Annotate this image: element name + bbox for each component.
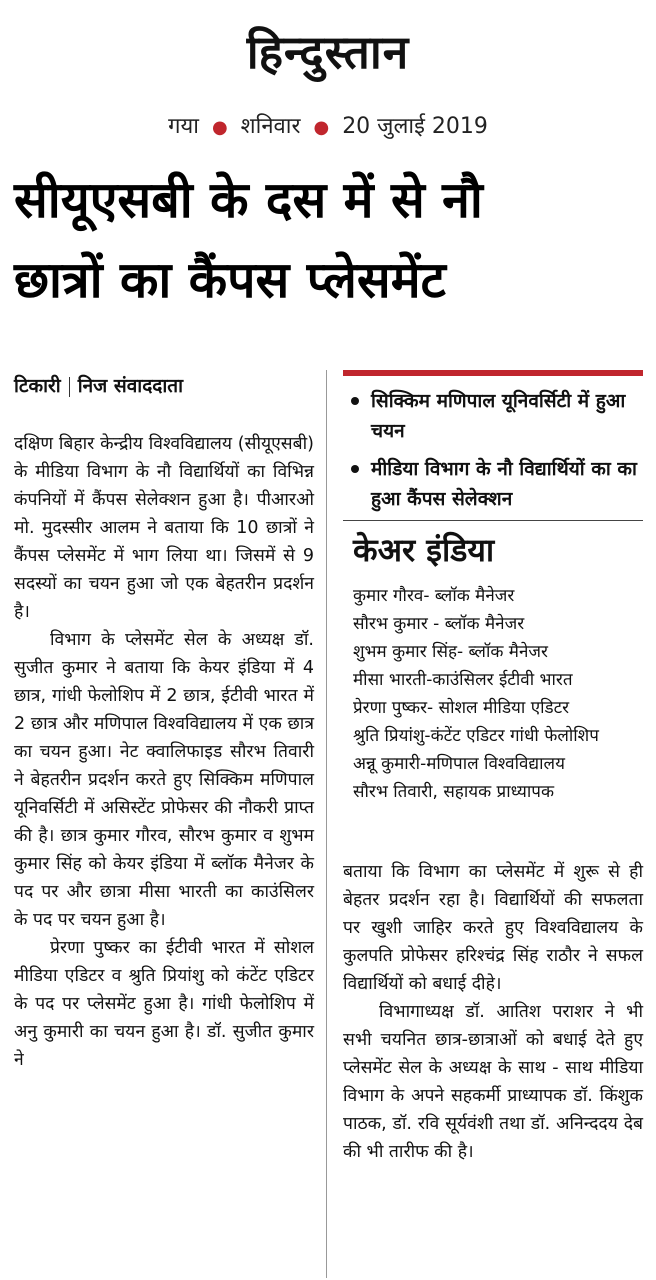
highlight-text: मीडिया विभाग के नौ विद्यार्थियों का का हुआ कैंपस सेलेक्शन xyxy=(371,458,637,510)
byline-place: टिकारी xyxy=(14,375,61,397)
newspaper-masthead: हिन्दुस्तान xyxy=(246,25,410,79)
headline-line-2: छात्रों का कैंपस प्लेसमेंट xyxy=(14,251,446,309)
sidebox-divider xyxy=(343,520,643,521)
placement-item: अन्नू कुमारी-मणिपाल विश्वविद्यालय xyxy=(353,754,565,774)
highlight-item xyxy=(343,454,643,514)
headline xyxy=(14,160,644,320)
article-paragraph: दक्षिण बिहार केन्द्रीय विश्वविद्यालय (सीयूएसबी) के मीडिया विभाग के नौ विद्यार्थियों का विभिन्न कंपनियों में कैंपस सेलेक्शन हुआ है। पीआरओ मो. मुदस्सीर आलम ने बताया कि 10 छात्रों ने कैंपस प्लेसमेंट में भाग लिया था। जिसमें से 9 सदस्यों का चयन हुआ जो एक बेहतरीन प्रदर्शन है। xyxy=(14,434,314,622)
byline xyxy=(14,372,183,398)
placement-item: मीसा भारती-काउंसिलर ईटीवी भारत xyxy=(353,670,573,690)
bullet-icon xyxy=(351,465,359,473)
placement-list xyxy=(353,582,641,806)
bullet-dot-icon: ● xyxy=(313,117,330,138)
article-left-column xyxy=(14,430,314,1074)
sidebox-title: केअर इंडिया xyxy=(353,531,495,569)
highlight-text: सिक्किम मणिपाल यूनिवर्सिटी में हुआ चयन xyxy=(371,390,626,442)
bullet-dot-icon: ● xyxy=(211,117,228,138)
article-right-column xyxy=(343,858,643,1166)
placement-item: सौरभ तिवारी, सहायक प्राध्यापक xyxy=(353,782,554,802)
byline-author: निज संवाददाता xyxy=(77,375,184,397)
dateline-date: 20 जुलाई 2019 xyxy=(342,114,488,139)
highlights-sidebox xyxy=(343,370,643,842)
article-paragraph: विभागाध्यक्ष डॉ. आतिश पराशर ने भी सभी चयनित छात्र-छात्राओं को बधाई देते हुए प्लेसमेंट सेल के अध्यक्ष के साथ - साथ मीडिया विभाग के अपने सहकर्मी प्राध्यापक डॉ. किंशुक पाठक, डॉ. रवि सूर्यवंशी तथा डॉ. अनिन्ददय देब की भी तारीफ की है। xyxy=(343,1002,643,1162)
placement-item: शुभम कुमार सिंह- ब्लॉक मैनेजर xyxy=(353,642,548,662)
article-paragraph: प्रेरणा पुष्कर का ईटीवी भारत में सोशल मीडिया एडिटर व श्रुति प्रियांशु को कंटेंट एडिटर के पद पर प्लेसमेंट हुआ है। गांधी फेलोशिप में अनु कुमारी का चयन हुआ है। डॉ. सुजीत कुमार ने xyxy=(14,938,314,1070)
headline-line-1: सीयूएसबी के दस में से नौ xyxy=(14,171,483,229)
highlight-bullets xyxy=(343,386,643,522)
bullet-icon xyxy=(351,397,359,405)
article-paragraph: बताया कि विभाग का प्लेसमेंट में शुरू से ही बेहतर प्रदर्शन रहा है। विद्यार्थियों की सफलता पर खुशी जाहिर करते हुए विश्वविद्यालय के कुलपति प्रोफेसर हरिश्चंद्र सिंह राठौर ने सफल विद्यार्थियों को बधाई दीहे। xyxy=(343,862,643,994)
dateline-day: शनिवार xyxy=(240,114,301,139)
article-paragraph: विभाग के प्लेसमेंट सेल के अध्यक्ष डॉ. सुजीत कुमार ने बताया कि केयर इंडिया में 4 छात्र, गांधी फेलोशिप में 2 छात्र, ईटीवी भारत में 2 छात्र और मणिपाल विश्वविद्यालय में एक छात्र का चयन हुआ। नेट क्वालिफाइड सौरभ तिवारी ने बेहतरीन प्रदर्शन करते हुए सिक्किम मणिपाल यूनिवर्सिटी में असिस्टेंट प्रोफेसर की नौकरी प्राप्त की है। छात्र कुमार गौरव, सौरभ कुमार व शुभम कुमार सिंह को केयर इंडिया में ब्लॉक मैनेजर के पद पर और छात्रा मीसा भारती का काउंसिलर के पद पर चयन हुआ है। xyxy=(14,630,314,930)
placement-item: प्रेरणा पुष्कर- सोशल मीडिया एडिटर xyxy=(353,698,570,718)
placement-item: कुमार गौरव- ब्लॉक मैनेजर xyxy=(353,586,515,606)
dateline xyxy=(0,110,656,140)
byline-divider xyxy=(69,377,70,397)
placement-item: सौरभ कुमार - ब्लॉक मैनेजर xyxy=(353,614,525,634)
column-divider xyxy=(326,370,327,1278)
highlight-item xyxy=(343,386,643,446)
sidebox-top-rule xyxy=(343,370,643,376)
dateline-city: गया xyxy=(168,114,199,139)
placement-item: श्रुति प्रियांशु-कंटेंट एडिटर गांधी फेलोशिप xyxy=(353,726,599,746)
